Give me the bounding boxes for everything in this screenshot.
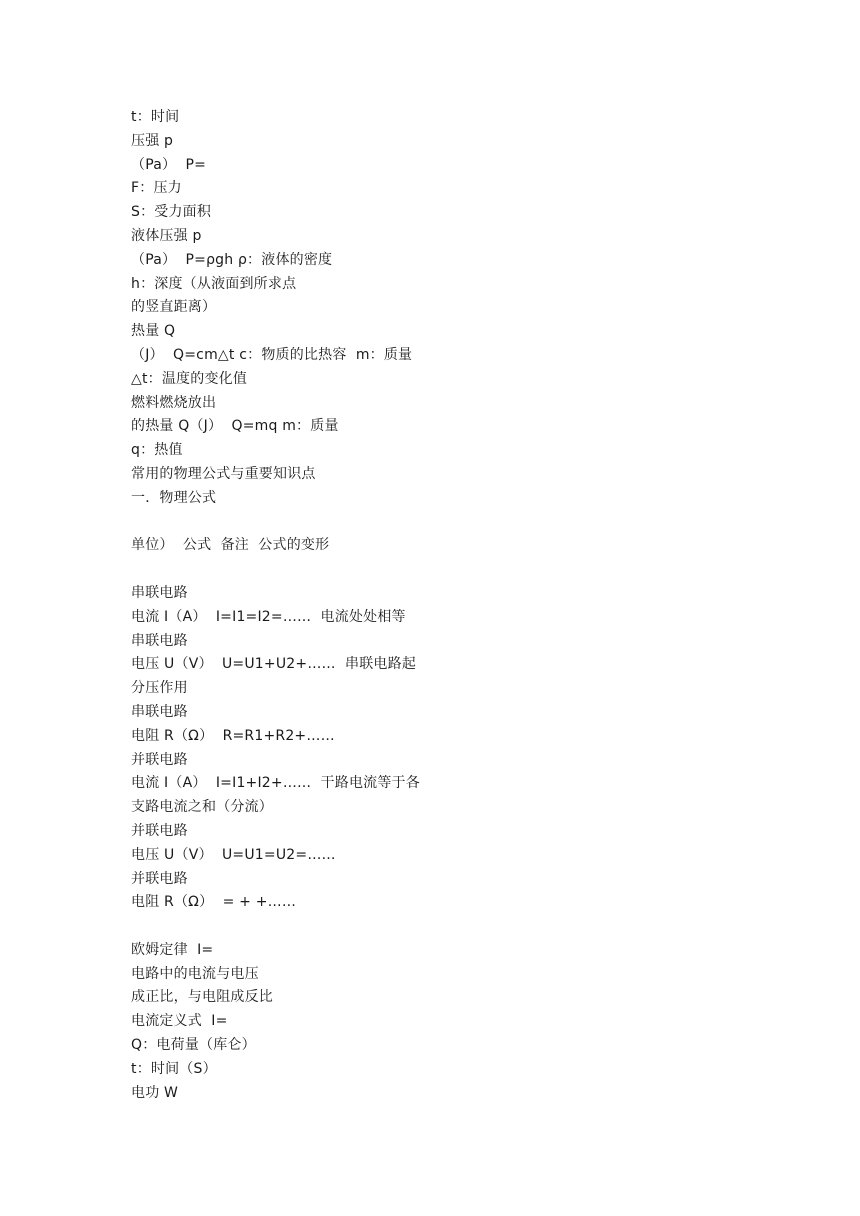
- text-line: F：压力: [131, 180, 182, 197]
- text-line: q：热值: [131, 442, 183, 459]
- text-line: 电流定义式 I=: [131, 1013, 228, 1030]
- text-line: △t：温度的变化值: [131, 370, 248, 387]
- text-line: 的竖直距离）: [131, 299, 217, 316]
- text-line: 电压 U（V） U=U1+U2+…… 串联电路起: [131, 656, 417, 673]
- text-line: 电功 W: [131, 1084, 179, 1101]
- text-line: 分压作用: [131, 680, 188, 697]
- text-line: 成正比，与电阻成反比: [131, 989, 273, 1006]
- blank-line: [131, 511, 771, 535]
- text-line: 串联电路: [131, 632, 188, 649]
- blank-line: [131, 558, 771, 582]
- text-line: 电流 I（A） I=I1=I2=…… 电流处处相等: [131, 608, 406, 625]
- section-subheading: 一．物理公式: [131, 489, 217, 506]
- text-line: 热量 Q: [131, 323, 176, 340]
- text-line: 液体压强 p: [131, 227, 202, 244]
- text-line: Q：电荷量（库仑）: [131, 1037, 256, 1054]
- text-line: （Pa） P=: [131, 156, 207, 173]
- text-line: 电流 I（A） I=I1+I2+…… 干路电流等于各: [131, 775, 420, 792]
- text-line: 电阻 R（Ω） = + +……: [131, 894, 297, 911]
- text-line: 压强 p: [131, 132, 174, 149]
- text-line: 的热量 Q（J） Q=mq m：质量: [131, 418, 339, 435]
- blank-line: [131, 915, 771, 939]
- text-line: 燃料燃烧放出: [131, 394, 217, 411]
- document-text-body: [131, 106, 771, 1105]
- text-line: 串联电路: [131, 703, 188, 720]
- text-line: t：时间（S）: [131, 1060, 217, 1077]
- section-heading: 常用的物理公式与重要知识点: [131, 465, 316, 482]
- text-line: （Pa） P=ρgh ρ：液体的密度: [131, 251, 333, 268]
- text-line: 电阻 R（Ω） R=R1+R2+……: [131, 727, 335, 744]
- text-line: 支路电流之和（分流）: [131, 799, 273, 816]
- text-line: 电路中的电流与电压: [131, 965, 259, 982]
- table-header-line: 单位） 公式 备注 公式的变形: [131, 537, 330, 554]
- text-line: 并联电路: [131, 870, 188, 887]
- text-line: t：时间: [131, 109, 180, 125]
- text-line: 欧姆定律 I=: [131, 941, 214, 958]
- text-line: 电压 U（V） U=U1=U2=……: [131, 846, 336, 863]
- text-line: 并联电路: [131, 822, 188, 839]
- text-line: 并联电路: [131, 751, 188, 768]
- text-line: h：深度（从液面到所求点: [131, 275, 297, 292]
- text-line: 串联电路: [131, 584, 188, 601]
- text-line: S：受力面积: [131, 204, 212, 221]
- text-line: （J） Q=cm△t c：物质的比热容 m：质量: [131, 346, 413, 363]
